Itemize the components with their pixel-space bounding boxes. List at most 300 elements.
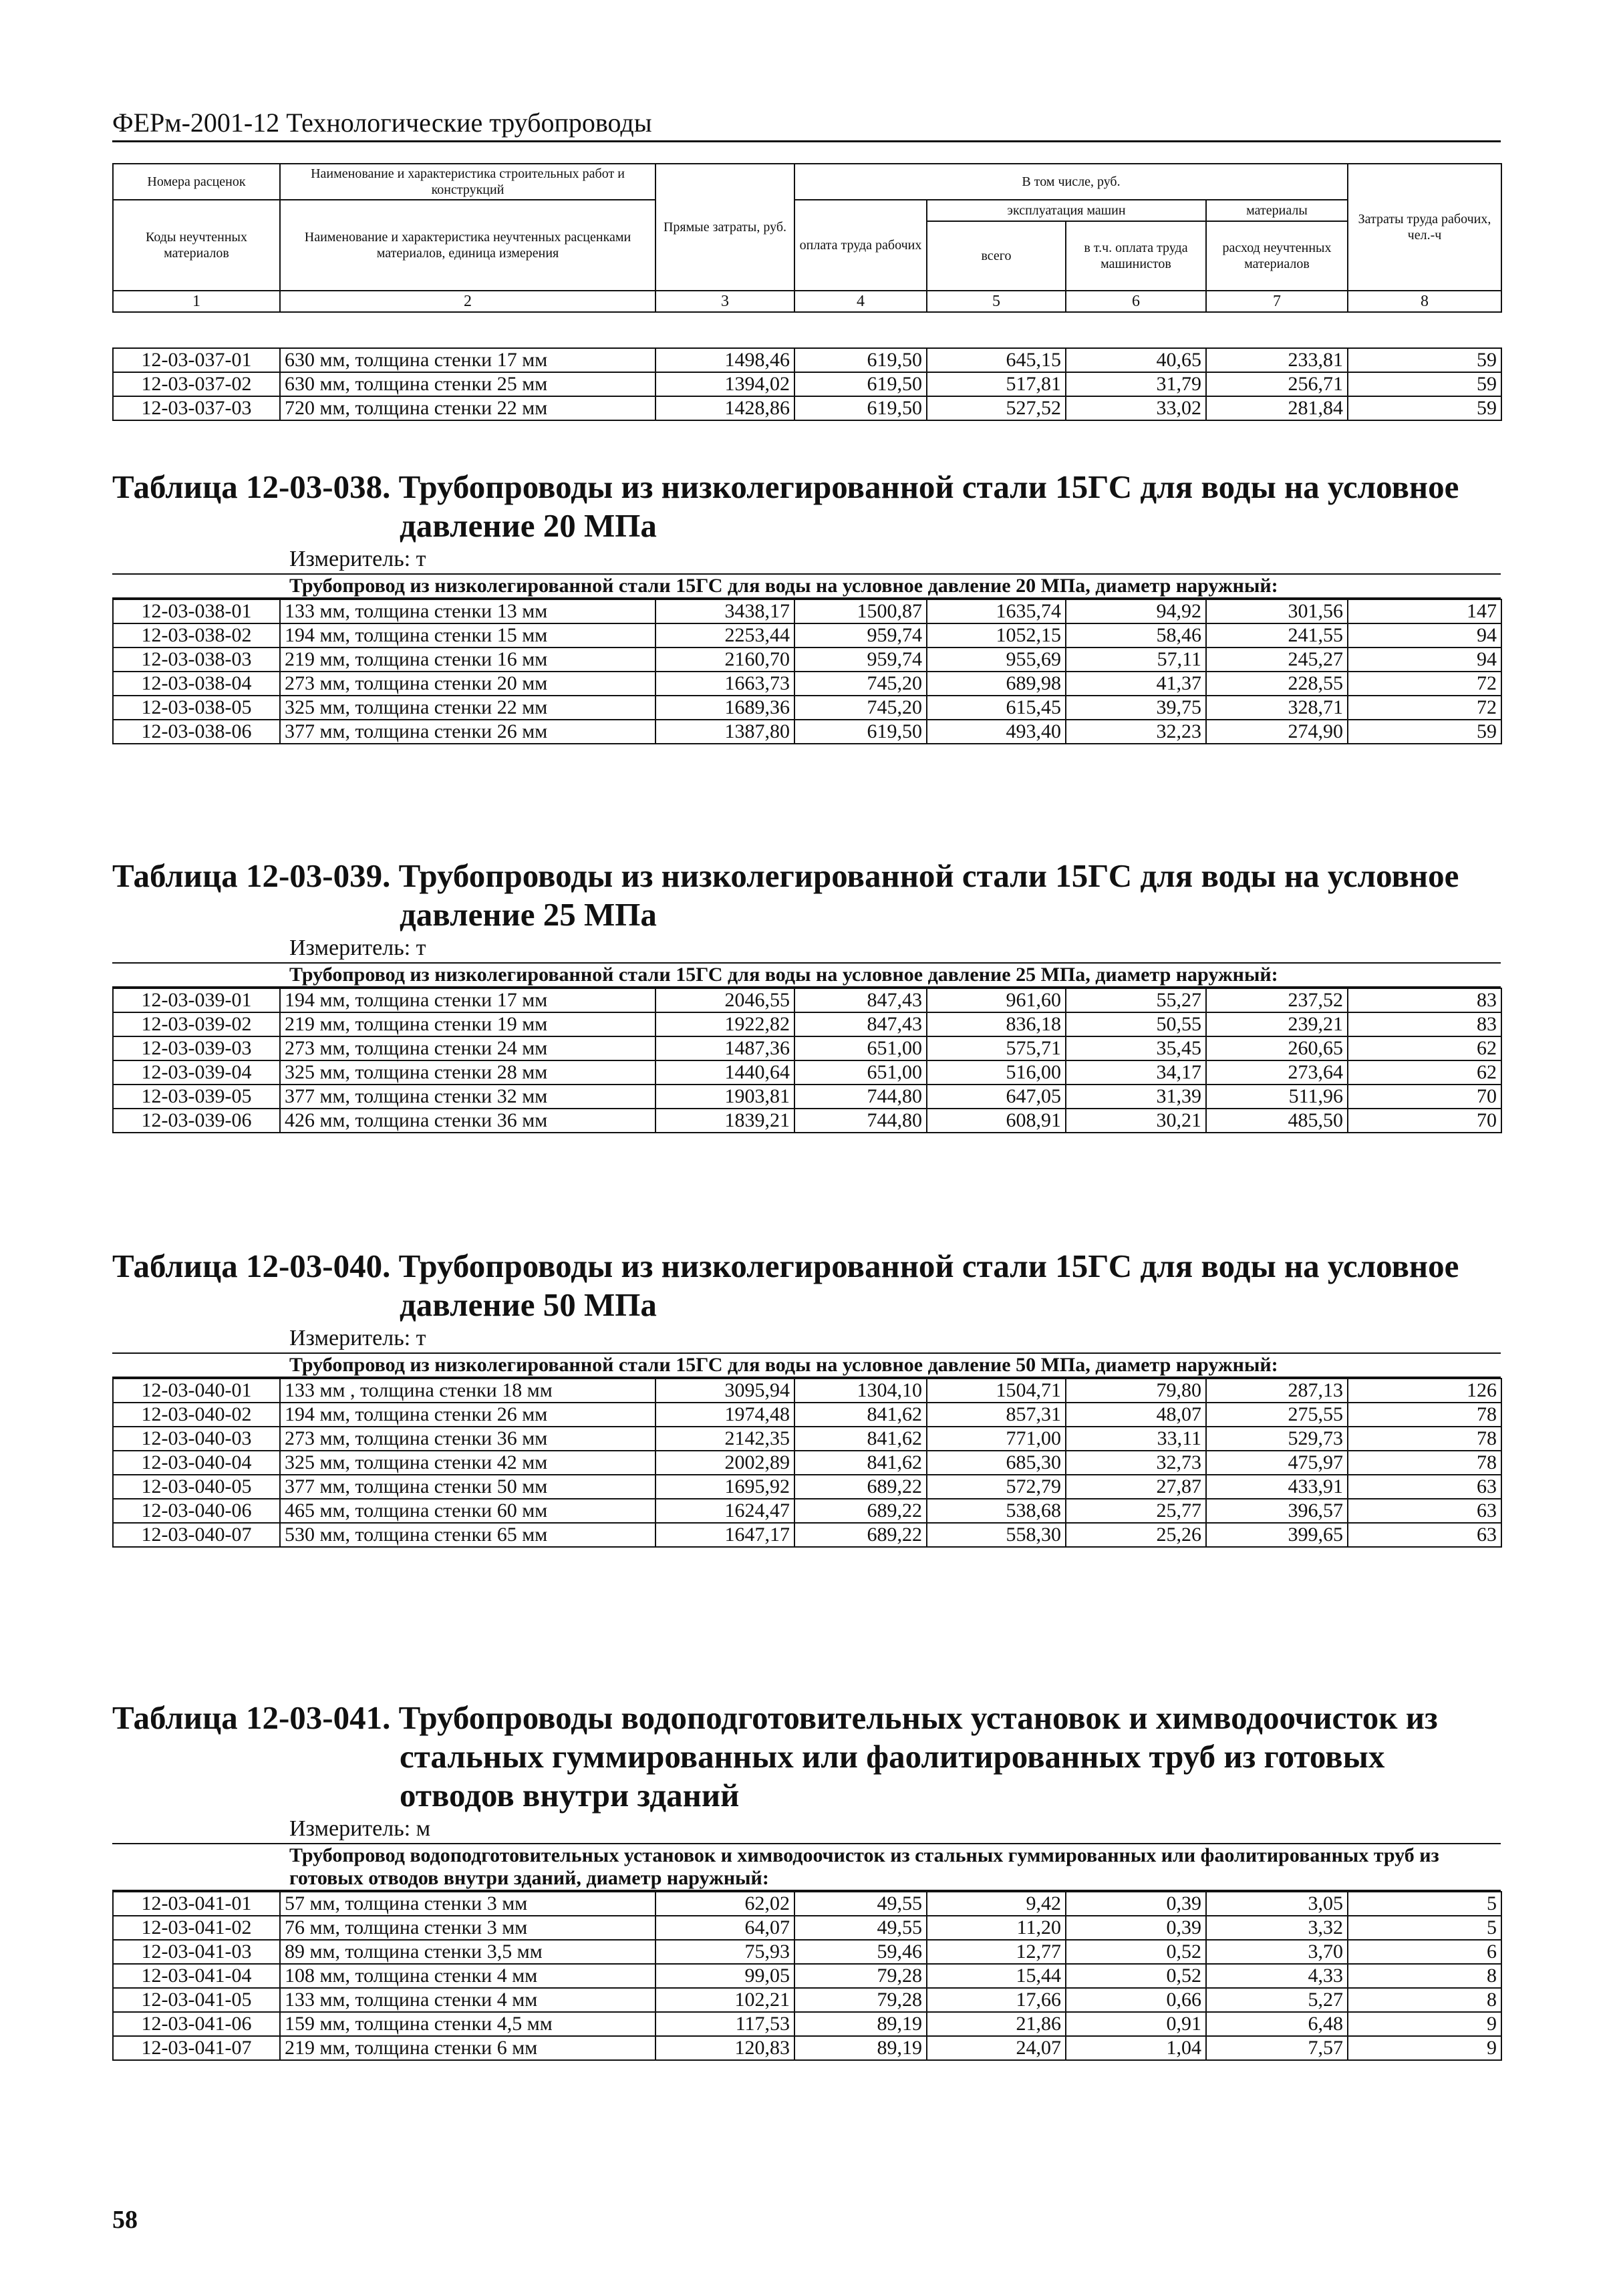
col-header-unaccounted-materials: расход неучтенных материалов	[1206, 221, 1348, 291]
labor-hours: 6	[1348, 1940, 1501, 1964]
work-description: 630 мм, толщина стенки 25 мм	[280, 372, 655, 396]
materials-cost: 275,55	[1206, 1403, 1348, 1427]
operators-pay: 32,73	[1066, 1451, 1206, 1475]
table-title	[112, 1699, 1501, 1815]
operators-pay: 35,45	[1066, 1036, 1206, 1060]
group-heading: Трубопровод водоподготовительных установок и химводоочисток из стальных гуммированных или фаолитированных труб из готовых отводов внутри зданий, диаметр наружный:	[112, 1844, 1501, 1891]
work-description: 720 мм, толщина стенки 22 мм	[280, 396, 655, 420]
table-row	[113, 372, 1501, 396]
work-description: 219 мм, толщина стенки 19 мм	[280, 1012, 655, 1036]
direct-costs: 1387,80	[655, 720, 794, 744]
section-041	[112, 1699, 1501, 2061]
col-header-direct-costs: Прямые затраты, руб.	[655, 164, 794, 291]
workers-pay: 59,46	[794, 1940, 927, 1964]
work-description: 325 мм, толщина стенки 22 мм	[280, 696, 655, 720]
table-row	[113, 1403, 1501, 1427]
machines-total: 961,60	[927, 988, 1066, 1012]
table-row	[113, 1085, 1501, 1109]
materials-cost: 245,27	[1206, 648, 1348, 672]
direct-costs: 120,83	[655, 2036, 794, 2060]
machines-total: 836,18	[927, 1012, 1066, 1036]
materials-cost: 301,56	[1206, 599, 1348, 623]
materials-cost: 3,70	[1206, 1940, 1348, 1964]
operators-pay: 41,37	[1066, 672, 1206, 696]
materials-cost: 228,55	[1206, 672, 1348, 696]
col-number: 7	[1206, 291, 1348, 312]
table-row	[113, 1892, 1501, 1916]
table-row	[113, 2036, 1501, 2060]
materials-cost: 260,65	[1206, 1036, 1348, 1060]
machines-total: 685,30	[927, 1451, 1066, 1475]
machines-total: 572,79	[927, 1475, 1066, 1499]
rate-code: 12-03-040-05	[113, 1475, 280, 1499]
operators-pay: 33,02	[1066, 396, 1206, 420]
operators-pay: 94,92	[1066, 599, 1206, 623]
labor-hours: 78	[1348, 1403, 1501, 1427]
rate-code: 12-03-040-04	[113, 1451, 280, 1475]
materials-cost: 239,21	[1206, 1012, 1348, 1036]
materials-cost: 237,52	[1206, 988, 1348, 1012]
unit-of-measure: Измеритель: т	[112, 545, 1501, 575]
direct-costs: 64,07	[655, 1916, 794, 1940]
rate-code: 12-03-041-07	[113, 2036, 280, 2060]
machines-total: 1504,71	[927, 1379, 1066, 1403]
rate-code: 12-03-039-04	[113, 1060, 280, 1085]
work-description: 465 мм, толщина стенки 60 мм	[280, 1499, 655, 1523]
work-description: 426 мм, толщина стенки 36 мм	[280, 1109, 655, 1133]
rate-code: 12-03-037-02	[113, 372, 280, 396]
machines-total: 15,44	[927, 1964, 1066, 1988]
direct-costs: 1689,36	[655, 696, 794, 720]
col-header-name-top: Наименование и характеристика строительных работ и конструкций	[280, 164, 655, 200]
operators-pay: 31,79	[1066, 372, 1206, 396]
materials-cost: 529,73	[1206, 1427, 1348, 1451]
operators-pay: 0,39	[1066, 1916, 1206, 1940]
col-header-workers-pay: оплата труда рабочих	[794, 200, 927, 291]
labor-hours: 94	[1348, 648, 1501, 672]
operators-pay: 0,52	[1066, 1964, 1206, 1988]
machines-total: 517,81	[927, 372, 1066, 396]
rate-table	[112, 1891, 1502, 2061]
workers-pay: 49,55	[794, 1916, 927, 1940]
table-row	[113, 1379, 1501, 1403]
table-row	[113, 696, 1501, 720]
workers-pay: 841,62	[794, 1403, 927, 1427]
direct-costs: 62,02	[655, 1892, 794, 1916]
work-description: 630 мм, толщина стенки 17 мм	[280, 348, 655, 372]
work-description: 194 мм, толщина стенки 26 мм	[280, 1403, 655, 1427]
machines-total: 771,00	[927, 1427, 1066, 1451]
table-row	[113, 599, 1501, 623]
section-040	[112, 1247, 1501, 1548]
machines-total: 575,71	[927, 1036, 1066, 1060]
labor-hours: 70	[1348, 1085, 1501, 1109]
col-header-operators-pay: в т.ч. оплата труда машинистов	[1066, 221, 1206, 291]
direct-costs: 1487,36	[655, 1036, 794, 1060]
labor-hours: 9	[1348, 2036, 1501, 2060]
table-title	[112, 468, 1501, 545]
work-description: 325 мм, толщина стенки 28 мм	[280, 1060, 655, 1085]
table-row	[113, 1523, 1501, 1547]
materials-cost: 287,13	[1206, 1379, 1348, 1403]
table-row	[113, 1964, 1501, 1988]
operators-pay: 39,75	[1066, 696, 1206, 720]
table-title	[112, 857, 1501, 934]
labor-hours: 83	[1348, 988, 1501, 1012]
unit-of-measure: Измеритель: т	[112, 934, 1501, 964]
operators-pay: 27,87	[1066, 1475, 1206, 1499]
workers-pay: 689,22	[794, 1475, 927, 1499]
materials-cost: 5,27	[1206, 1988, 1348, 2012]
col-header-codes-top: Номера расценок	[113, 164, 280, 200]
machines-total: 493,40	[927, 720, 1066, 744]
materials-cost: 273,64	[1206, 1060, 1348, 1085]
workers-pay: 79,28	[794, 1964, 927, 1988]
direct-costs: 1663,73	[655, 672, 794, 696]
rate-code: 12-03-040-07	[113, 1523, 280, 1547]
unit-of-measure: Измеритель: м	[112, 1815, 1501, 1844]
page-number: 58	[112, 2206, 138, 2234]
operators-pay: 25,77	[1066, 1499, 1206, 1523]
machines-total: 647,05	[927, 1085, 1066, 1109]
rate-code: 12-03-040-02	[113, 1403, 280, 1427]
work-description: 273 мм, толщина стенки 24 мм	[280, 1036, 655, 1060]
direct-costs: 2046,55	[655, 988, 794, 1012]
unit-of-measure: Измеритель: т	[112, 1324, 1501, 1354]
operators-pay: 40,65	[1066, 348, 1206, 372]
rate-code: 12-03-041-02	[113, 1916, 280, 1940]
workers-pay: 745,20	[794, 672, 927, 696]
rate-table	[112, 988, 1502, 1133]
materials-cost: 511,96	[1206, 1085, 1348, 1109]
table-row	[113, 1475, 1501, 1499]
rate-code: 12-03-041-05	[113, 1988, 280, 2012]
column-header-table	[112, 163, 1502, 313]
labor-hours: 8	[1348, 1964, 1501, 1988]
machines-total: 17,66	[927, 1988, 1066, 2012]
workers-pay: 619,50	[794, 720, 927, 744]
work-description: 76 мм, толщина стенки 3 мм	[280, 1916, 655, 1940]
machines-total: 1052,15	[927, 623, 1066, 648]
materials-cost: 241,55	[1206, 623, 1348, 648]
work-description: 194 мм, толщина стенки 17 мм	[280, 988, 655, 1012]
operators-pay: 25,26	[1066, 1523, 1206, 1547]
workers-pay: 745,20	[794, 696, 927, 720]
workers-pay: 744,80	[794, 1085, 927, 1109]
direct-costs: 2160,70	[655, 648, 794, 672]
table-title-line: Таблица 12-03-041. Трубопроводы водоподготовительных установок и химводоочисток из	[112, 1699, 1438, 1736]
workers-pay: 847,43	[794, 1012, 927, 1036]
work-description: 159 мм, толщина стенки 4,5 мм	[280, 2012, 655, 2036]
machines-total: 12,77	[927, 1940, 1066, 1964]
labor-hours: 94	[1348, 623, 1501, 648]
direct-costs: 75,93	[655, 1940, 794, 1964]
rate-code: 12-03-038-02	[113, 623, 280, 648]
machines-total: 9,42	[927, 1892, 1066, 1916]
materials-cost: 233,81	[1206, 348, 1348, 372]
workers-pay: 689,22	[794, 1523, 927, 1547]
materials-cost: 281,84	[1206, 396, 1348, 420]
table-row	[113, 1012, 1501, 1036]
workers-pay: 619,50	[794, 348, 927, 372]
table-row	[113, 1036, 1501, 1060]
machines-total: 538,68	[927, 1499, 1066, 1523]
direct-costs: 1974,48	[655, 1403, 794, 1427]
table-title	[112, 1247, 1501, 1324]
machines-total: 608,91	[927, 1109, 1066, 1133]
running-header: ФЕРм-2001-12 Технологические трубопроводы	[112, 107, 1501, 142]
col-header-name-bottom: Наименование и характеристика неучтенных расценками материалов, единица измерения	[280, 200, 655, 291]
work-description: 219 мм, толщина стенки 16 мм	[280, 648, 655, 672]
rate-code: 12-03-038-04	[113, 672, 280, 696]
direct-costs: 1498,46	[655, 348, 794, 372]
workers-pay: 1500,87	[794, 599, 927, 623]
workers-pay: 49,55	[794, 1892, 927, 1916]
rate-table	[112, 1378, 1502, 1548]
table-row	[113, 1499, 1501, 1523]
machines-total: 527,52	[927, 396, 1066, 420]
group-heading: Трубопровод из низколегированной стали 15ГС для воды на условное давление 20 МПа, диаметр наружный:	[112, 575, 1501, 599]
table-row	[113, 1451, 1501, 1475]
machines-total: 857,31	[927, 1403, 1066, 1427]
rate-code: 12-03-041-04	[113, 1964, 280, 1988]
operators-pay: 79,80	[1066, 1379, 1206, 1403]
table-row	[113, 396, 1501, 420]
table-row	[113, 1427, 1501, 1451]
workers-pay: 79,28	[794, 1988, 927, 2012]
workers-pay: 89,19	[794, 2012, 927, 2036]
operators-pay: 0,91	[1066, 2012, 1206, 2036]
table-row	[113, 988, 1501, 1012]
direct-costs: 3095,94	[655, 1379, 794, 1403]
rate-code: 12-03-038-01	[113, 599, 280, 623]
materials-cost: 274,90	[1206, 720, 1348, 744]
direct-costs: 1647,17	[655, 1523, 794, 1547]
labor-hours: 126	[1348, 1379, 1501, 1403]
work-description: 530 мм, толщина стенки 65 мм	[280, 1523, 655, 1547]
table-row	[113, 623, 1501, 648]
workers-pay: 651,00	[794, 1060, 927, 1085]
rate-table	[112, 599, 1502, 744]
col-number: 3	[655, 291, 794, 312]
rate-code: 12-03-040-06	[113, 1499, 280, 1523]
operators-pay: 33,11	[1066, 1427, 1206, 1451]
col-number: 4	[794, 291, 927, 312]
direct-costs: 1922,82	[655, 1012, 794, 1036]
work-description: 377 мм, толщина стенки 26 мм	[280, 720, 655, 744]
machines-total: 516,00	[927, 1060, 1066, 1085]
work-description: 325 мм, толщина стенки 42 мм	[280, 1451, 655, 1475]
rate-code: 12-03-041-03	[113, 1940, 280, 1964]
col-number: 2	[280, 291, 655, 312]
rate-code: 12-03-037-01	[113, 348, 280, 372]
labor-hours: 72	[1348, 672, 1501, 696]
table-title-line: Таблица 12-03-040. Трубопроводы из низколегированной стали 15ГС для воды на условное	[112, 1248, 1459, 1284]
operators-pay: 0,66	[1066, 1988, 1206, 2012]
rate-code: 12-03-039-05	[113, 1085, 280, 1109]
labor-hours: 78	[1348, 1427, 1501, 1451]
work-description: 377 мм, толщина стенки 50 мм	[280, 1475, 655, 1499]
workers-pay: 841,62	[794, 1451, 927, 1475]
materials-cost: 7,57	[1206, 2036, 1348, 2060]
direct-costs: 2253,44	[655, 623, 794, 648]
direct-costs: 1695,92	[655, 1475, 794, 1499]
work-description: 108 мм, толщина стенки 4 мм	[280, 1964, 655, 1988]
workers-pay: 1304,10	[794, 1379, 927, 1403]
operators-pay: 0,39	[1066, 1892, 1206, 1916]
direct-costs: 1903,81	[655, 1085, 794, 1109]
rate-code: 12-03-040-01	[113, 1379, 280, 1403]
col-number: 1	[113, 291, 280, 312]
materials-cost: 256,71	[1206, 372, 1348, 396]
labor-hours: 5	[1348, 1892, 1501, 1916]
workers-pay: 689,22	[794, 1499, 927, 1523]
labor-hours: 8	[1348, 1988, 1501, 2012]
labor-hours: 78	[1348, 1451, 1501, 1475]
workers-pay: 619,50	[794, 372, 927, 396]
work-description: 273 мм, толщина стенки 20 мм	[280, 672, 655, 696]
labor-hours: 83	[1348, 1012, 1501, 1036]
col-header-materials: материалы	[1206, 200, 1348, 221]
materials-cost: 328,71	[1206, 696, 1348, 720]
workers-pay: 841,62	[794, 1427, 927, 1451]
workers-pay: 89,19	[794, 2036, 927, 2060]
col-header-machines-total: всего	[927, 221, 1066, 291]
work-description: 377 мм, толщина стенки 32 мм	[280, 1085, 655, 1109]
direct-costs: 99,05	[655, 1964, 794, 1988]
labor-hours: 59	[1348, 348, 1501, 372]
operators-pay: 1,04	[1066, 2036, 1206, 2060]
rate-table	[112, 347, 1502, 421]
rate-code: 12-03-038-06	[113, 720, 280, 744]
direct-costs: 1440,64	[655, 1060, 794, 1085]
section-038	[112, 468, 1501, 744]
operators-pay: 48,07	[1066, 1403, 1206, 1427]
labor-hours: 62	[1348, 1036, 1501, 1060]
table-row	[113, 1988, 1501, 2012]
operators-pay: 32,23	[1066, 720, 1206, 744]
materials-cost: 485,50	[1206, 1109, 1348, 1133]
operators-pay: 57,11	[1066, 648, 1206, 672]
machines-total: 689,98	[927, 672, 1066, 696]
workers-pay: 744,80	[794, 1109, 927, 1133]
direct-costs: 1624,47	[655, 1499, 794, 1523]
work-description: 273 мм, толщина стенки 36 мм	[280, 1427, 655, 1451]
operators-pay: 58,46	[1066, 623, 1206, 648]
labor-hours: 63	[1348, 1475, 1501, 1499]
operators-pay: 55,27	[1066, 988, 1206, 1012]
table-row	[113, 1940, 1501, 1964]
work-description: 194 мм, толщина стенки 15 мм	[280, 623, 655, 648]
direct-costs: 1394,02	[655, 372, 794, 396]
table-row	[113, 1060, 1501, 1085]
table-row	[113, 348, 1501, 372]
materials-cost: 3,32	[1206, 1916, 1348, 1940]
table-title-line: давление 20 МПа	[400, 507, 657, 544]
table-title-line: Таблица 12-03-038. Трубопроводы из низколегированной стали 15ГС для воды на условное	[112, 468, 1459, 505]
direct-costs: 2142,35	[655, 1427, 794, 1451]
materials-cost: 475,97	[1206, 1451, 1348, 1475]
machines-total: 24,07	[927, 2036, 1066, 2060]
rate-code: 12-03-039-03	[113, 1036, 280, 1060]
labor-hours: 9	[1348, 2012, 1501, 2036]
work-description: 133 мм, толщина стенки 13 мм	[280, 599, 655, 623]
labor-hours: 59	[1348, 396, 1501, 420]
operators-pay: 30,21	[1066, 1109, 1206, 1133]
direct-costs: 102,21	[655, 1988, 794, 2012]
workers-pay: 959,74	[794, 623, 927, 648]
table-row	[113, 720, 1501, 744]
labor-hours: 62	[1348, 1060, 1501, 1085]
rate-code: 12-03-038-05	[113, 696, 280, 720]
rate-code: 12-03-039-06	[113, 1109, 280, 1133]
direct-costs: 3438,17	[655, 599, 794, 623]
machines-total: 21,86	[927, 2012, 1066, 2036]
section-037-continued	[112, 347, 1501, 421]
labor-hours: 59	[1348, 372, 1501, 396]
workers-pay: 959,74	[794, 648, 927, 672]
group-heading: Трубопровод из низколегированной стали 15ГС для воды на условное давление 25 МПа, диаметр наружный:	[112, 964, 1501, 988]
materials-cost: 399,65	[1206, 1523, 1348, 1547]
operators-pay: 50,55	[1066, 1012, 1206, 1036]
materials-cost: 6,48	[1206, 2012, 1348, 2036]
col-number: 6	[1066, 291, 1206, 312]
table-title-line: отводов внутри зданий	[400, 1777, 740, 1814]
col-number: 5	[927, 291, 1066, 312]
rate-code: 12-03-040-03	[113, 1427, 280, 1451]
col-header-labor: Затраты труда рабочих, чел.-ч	[1348, 164, 1501, 291]
machines-total: 11,20	[927, 1916, 1066, 1940]
rate-code: 12-03-038-03	[113, 648, 280, 672]
col-header-codes-bottom: Коды неучтенных материалов	[113, 200, 280, 291]
labor-hours: 63	[1348, 1499, 1501, 1523]
machines-total: 645,15	[927, 348, 1066, 372]
work-description: 89 мм, толщина стенки 3,5 мм	[280, 1940, 655, 1964]
work-description: 57 мм, толщина стенки 3 мм	[280, 1892, 655, 1916]
rate-code: 12-03-041-06	[113, 2012, 280, 2036]
col-number: 8	[1348, 291, 1501, 312]
col-header-machines: эксплуатация машин	[927, 200, 1206, 221]
rate-code: 12-03-039-01	[113, 988, 280, 1012]
labor-hours: 63	[1348, 1523, 1501, 1547]
group-heading: Трубопровод из низколегированной стали 15ГС для воды на условное давление 50 МПа, диаметр наружный:	[112, 1354, 1501, 1378]
materials-cost: 433,91	[1206, 1475, 1348, 1499]
work-description: 219 мм, толщина стенки 6 мм	[280, 2036, 655, 2060]
table-title-line: давление 25 МПа	[400, 896, 657, 933]
operators-pay: 34,17	[1066, 1060, 1206, 1085]
col-header-including: В том числе, руб.	[794, 164, 1348, 200]
materials-cost: 396,57	[1206, 1499, 1348, 1523]
workers-pay: 847,43	[794, 988, 927, 1012]
labor-hours: 72	[1348, 696, 1501, 720]
materials-cost: 3,05	[1206, 1892, 1348, 1916]
table-title-line: давление 50 МПа	[400, 1286, 657, 1323]
direct-costs: 1839,21	[655, 1109, 794, 1133]
work-description: 133 мм , толщина стенки 18 мм	[280, 1379, 655, 1403]
section-039	[112, 857, 1501, 1133]
table-row	[113, 1109, 1501, 1133]
table-row	[113, 672, 1501, 696]
work-description: 133 мм, толщина стенки 4 мм	[280, 1988, 655, 2012]
operators-pay: 0,52	[1066, 1940, 1206, 1964]
table-row	[113, 2012, 1501, 2036]
machines-total: 955,69	[927, 648, 1066, 672]
labor-hours: 70	[1348, 1109, 1501, 1133]
direct-costs: 2002,89	[655, 1451, 794, 1475]
workers-pay: 619,50	[794, 396, 927, 420]
labor-hours: 5	[1348, 1916, 1501, 1940]
table-title-line: стальных гуммированных или фаолитированных труб из готовых	[400, 1738, 1385, 1775]
